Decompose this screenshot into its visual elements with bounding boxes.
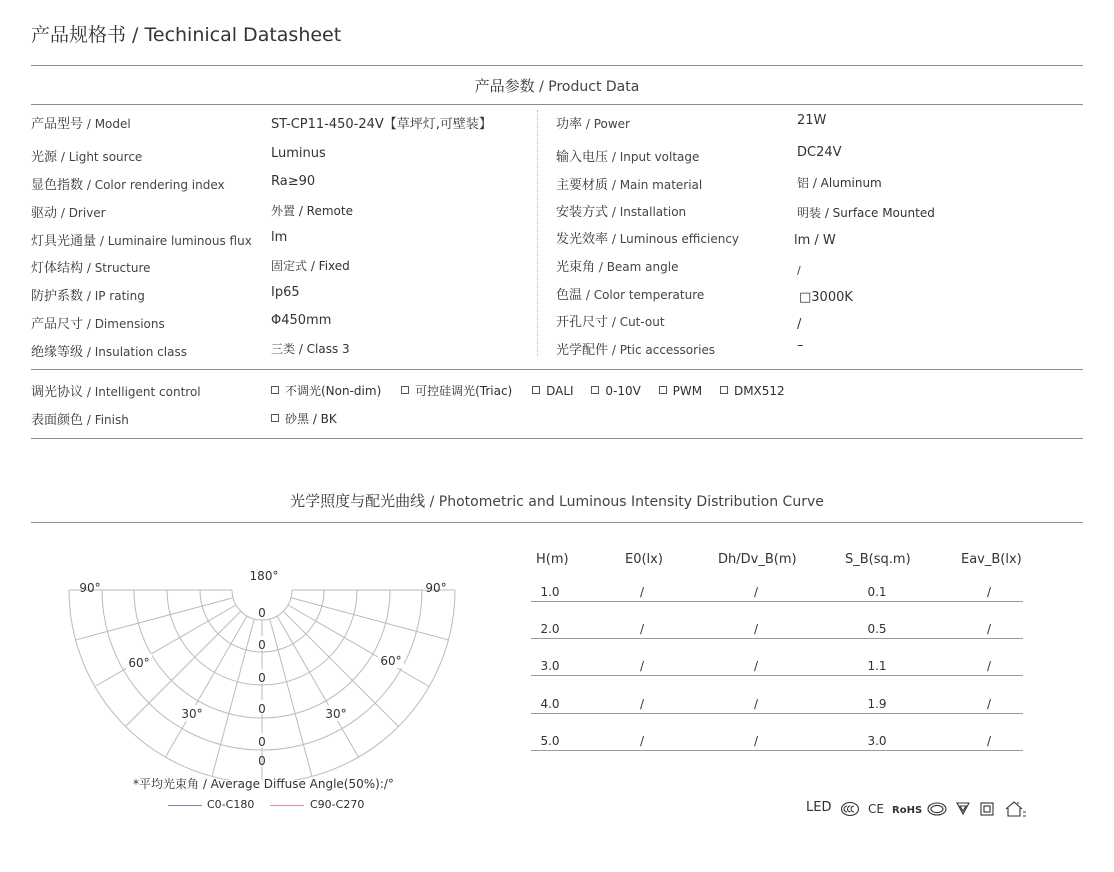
angle-label-right-30: 30° (325, 707, 347, 721)
spec-label-cn: 主要材质 (556, 178, 609, 193)
angle-label-left-30: 30° (181, 707, 203, 721)
spec-row-installation (556, 201, 686, 220)
radial-label: 0 (258, 702, 266, 716)
table-header: E0(lx) (625, 552, 663, 567)
polar-spoke (212, 619, 254, 776)
angle-label-right-60: 60° (380, 654, 402, 668)
table-cell: / (639, 622, 645, 636)
table-cell: / (986, 659, 992, 673)
table-cell: / (986, 734, 992, 748)
divider-controls (31, 369, 1083, 370)
spec-label-en: / Cut-out (608, 315, 665, 329)
spec-row-dimensions (31, 313, 165, 332)
spec-label-en: / Beam angle (595, 260, 679, 274)
polar-spoke (291, 598, 448, 640)
document-title-en: / Techinical Datasheet (126, 24, 342, 46)
finish-label-en: / Finish (83, 413, 129, 427)
radial-label: 0 (258, 671, 266, 685)
divider-photometric (31, 522, 1083, 523)
spec-label-en: / Luminous efficiency (608, 232, 740, 246)
spec-label-cn: 功率 (556, 117, 583, 132)
option-label: DALI (546, 384, 574, 398)
double-insulation-icon (981, 803, 993, 815)
radial-label: 0 (258, 606, 266, 620)
table-cell: 1.1 (867, 659, 887, 673)
certification-marks (806, 800, 831, 815)
table-row-divider (531, 601, 1023, 602)
spec-row-model (31, 113, 131, 132)
spec-value-driver: 外置 / Remote (271, 204, 353, 218)
spec-value-optic-accessories: – (797, 338, 804, 353)
spec-label-en: / Color rendering index (83, 178, 225, 192)
spec-value-color-temperature: □3000K (799, 290, 853, 305)
checkbox-icon (532, 386, 540, 394)
ccc-icon (842, 803, 859, 816)
spec-label-cn: 开孔尺寸 (556, 315, 609, 330)
table-cell: 0.5 (867, 622, 887, 636)
spec-label-cn: 发光效率 (556, 232, 609, 247)
product-data-heading (0, 75, 1114, 96)
photometric-heading-cn: 光学照度与配光曲线 (290, 492, 426, 510)
spec-label-cn: 驱动 (31, 206, 58, 221)
table-cell: / (639, 734, 645, 748)
spec-value-model: ST-CP11-450-24V【草坪灯,可壁装】 (271, 117, 492, 132)
radial-label: 0 (258, 754, 266, 768)
spec-row-light-source (31, 146, 142, 165)
polar-top-mask (0, 540, 520, 557)
spec-label-en: / Color temperature (582, 288, 705, 302)
angle-label-left-90: 90° (79, 581, 101, 595)
column-separator (537, 110, 538, 356)
legend-label-c0: C0-C180 (207, 798, 255, 811)
document-title (31, 20, 341, 47)
legend-line-c90 (270, 805, 304, 806)
spec-label-cn: 光束角 (556, 260, 596, 275)
checkbox-icon (591, 386, 599, 394)
checkbox-icon (271, 414, 279, 422)
document-title-cn: 产品规格书 (31, 24, 127, 46)
spec-label-en: / Light source (57, 150, 143, 164)
spec-row-beam-angle (556, 256, 678, 275)
option-label: PWM (672, 384, 703, 398)
cqc-icon (928, 803, 946, 815)
control-option-0-10v[interactable] (591, 384, 640, 398)
spec-row-optic-accessories (556, 339, 715, 358)
rohs-mark: RoHS (892, 805, 923, 816)
finish-option-bk[interactable] (271, 410, 337, 427)
spec-value-input-voltage: DC24V (797, 145, 842, 160)
table-cell: / (639, 585, 645, 599)
photometric-heading-en: / Photometric and Luminous Intensity Distribution Curve (425, 494, 824, 510)
led-mark: LED (806, 800, 832, 815)
spec-label-en: / Power (582, 117, 630, 131)
product-data-heading-en: / Product Data (534, 79, 640, 95)
spec-label-cn: 产品尺寸 (31, 317, 84, 332)
spec-label-cn: 灯具光通量 (31, 234, 97, 249)
energy-triangle-icon (957, 803, 969, 814)
spec-row-power (556, 113, 630, 132)
table-cell: / (639, 697, 645, 711)
certification-icons (838, 798, 1028, 820)
legend-label-c90: C90-C270 (310, 798, 365, 811)
ce-mark: CE (868, 802, 884, 816)
table-cell: / (753, 585, 759, 599)
checkbox-icon (271, 386, 279, 394)
option-label: 可控硅调光(Triac) (415, 384, 513, 398)
table-cell: 3.0 (867, 734, 887, 748)
spec-row-luminous-flux (31, 230, 252, 249)
table-header: S_B(sq.m) (845, 552, 911, 567)
spec-label-cn: 光源 (31, 150, 58, 165)
table-cell: 0.1 (867, 585, 887, 599)
table-cell: / (986, 697, 992, 711)
table-row-divider (531, 675, 1023, 676)
spec-label-en: / Insulation class (83, 345, 187, 359)
spec-value-main-material: 铝 / Aluminum (797, 176, 882, 190)
table-row-divider (531, 638, 1023, 639)
spec-value-power: 21W (797, 113, 827, 128)
spec-row-color-temperature (556, 284, 704, 303)
divider-finish (31, 438, 1083, 439)
spec-label-en: / Input voltage (608, 150, 700, 164)
table-cell: 2.0 (540, 622, 560, 636)
polar-distribution-chart (0, 540, 520, 780)
spec-label-en: / Luminaire luminous flux (96, 234, 252, 248)
spec-row-input-voltage (556, 146, 699, 165)
finish-options (271, 410, 353, 427)
control-label (31, 381, 201, 400)
table-cell: / (753, 622, 759, 636)
table-cell: 4.0 (540, 697, 560, 711)
option-label: 砂黑 / BK (285, 412, 337, 426)
angle-label-right-90: 90° (425, 581, 447, 595)
control-option-dmx512[interactable] (720, 384, 785, 398)
radial-label: 0 (258, 735, 266, 749)
spec-label-cn: 灯体结构 (31, 261, 84, 276)
spec-row-ip-rating (31, 285, 145, 304)
control-option-triac[interactable] (401, 382, 512, 399)
table-cell: 1.0 (540, 585, 560, 599)
table-cell: 5.0 (540, 734, 560, 748)
option-label: DMX512 (733, 384, 785, 398)
control-option-dali[interactable] (532, 384, 573, 398)
finish-label-cn: 表面颜色 (31, 413, 84, 428)
control-label-cn: 调光协议 (31, 385, 84, 400)
photometric-heading (0, 490, 1114, 511)
spec-value-ip-rating: Ip65 (271, 285, 300, 300)
spec-value-installation: 明装 / Surface Mounted (797, 206, 935, 220)
spec-label-cn: 安装方式 (556, 205, 609, 220)
spec-label-en: / Installation (608, 205, 687, 219)
spec-label-cn: 色温 (556, 288, 583, 303)
spec-label-en: / Dimensions (83, 317, 165, 331)
spec-value-luminous-flux: lm (271, 230, 288, 245)
table-row-divider (531, 713, 1023, 714)
spec-label-en: / Driver (57, 206, 106, 220)
polar-spoke (270, 619, 312, 776)
spec-label-en: / Model (83, 117, 131, 131)
spec-row-structure (31, 257, 151, 276)
spec-label-en: / IP rating (83, 289, 145, 303)
spec-row-insulation (31, 341, 187, 360)
spec-value-light-source: Luminus (271, 146, 326, 161)
angle-label-left-60: 60° (128, 656, 150, 670)
average-diffuse-angle-note: *平均光束角 / Average Diffuse Angle(50%):/° (133, 777, 394, 791)
table-row-divider (531, 750, 1023, 751)
spec-row-luminous-efficiency (556, 228, 739, 247)
spec-label-en: / Ptic accessories (608, 343, 716, 357)
spec-value-dimensions: Φ450mm (271, 313, 332, 328)
control-options (271, 382, 801, 399)
spec-label-cn: 产品型号 (31, 117, 84, 132)
product-data-heading-cn: 产品参数 (474, 77, 535, 95)
spec-label-cn: 输入电压 (556, 150, 609, 165)
spec-label-cn: 光学配件 (556, 343, 609, 358)
divider-product-data (31, 104, 1083, 105)
spec-label-cn: 显色指数 (31, 178, 84, 193)
divider-top (31, 65, 1083, 66)
table-cell: / (986, 585, 992, 599)
spec-row-driver (31, 202, 106, 221)
spec-label-cn: 防护系数 (31, 289, 84, 304)
polar-spoke (76, 598, 233, 640)
spec-value-cri: Ra≥90 (271, 174, 316, 189)
spec-value-structure: 固定式 / Fixed (271, 259, 350, 273)
house-icon (1006, 802, 1026, 816)
option-label: 0-10V (605, 384, 641, 398)
option-label: 不调光(Non-dim) (285, 384, 382, 398)
spec-value-cut-out: / (797, 317, 802, 332)
radial-label: 0 (258, 638, 266, 652)
table-header: Eav_B(lx) (961, 552, 1022, 567)
table-header: Dh/Dv_B(m) (718, 552, 797, 567)
table-cell: / (986, 622, 992, 636)
spec-value-insulation: 三类 / Class 3 (271, 342, 350, 356)
legend-line-c0 (168, 805, 202, 806)
checkbox-icon (401, 386, 409, 394)
table-cell: / (753, 734, 759, 748)
spec-value-beam-angle: / (797, 264, 801, 277)
table-cell: / (753, 697, 759, 711)
spec-row-cut-out (556, 311, 665, 330)
spec-value-luminous-efficiency: lm / W (794, 233, 836, 248)
table-cell: 3.0 (540, 659, 560, 673)
table-cell: / (639, 659, 645, 673)
spec-row-cri (31, 174, 225, 193)
spec-label-en: / Structure (83, 261, 151, 275)
control-label-en: / Intelligent control (83, 385, 201, 399)
finish-label (31, 409, 129, 428)
table-cell: / (753, 659, 759, 673)
control-option-pwm[interactable] (659, 384, 702, 398)
table-header: H(m) (536, 552, 569, 567)
spec-label-en: / Main material (608, 178, 703, 192)
angle-label-180: 180° (249, 569, 279, 583)
spec-label-cn: 绝缘等级 (31, 345, 84, 360)
checkbox-icon (659, 386, 667, 394)
table-cell: 1.9 (867, 697, 887, 711)
control-option-non-dim[interactable] (271, 382, 381, 399)
spec-row-main-material (556, 174, 702, 193)
checkbox-icon (720, 386, 728, 394)
